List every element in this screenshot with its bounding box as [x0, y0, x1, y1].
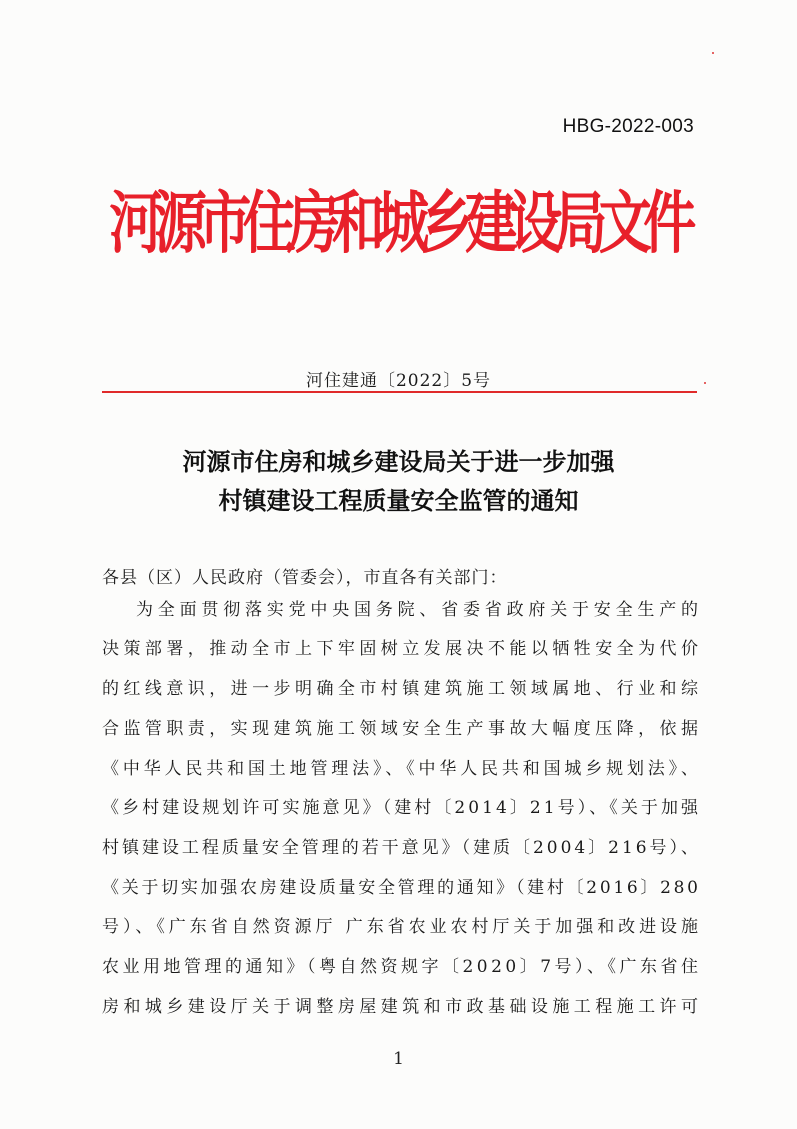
body-line-6: 《乡村建设规划许可实施意见》（建村〔2014〕21号）、《关于加强: [102, 798, 702, 818]
notice-title: [0, 443, 797, 521]
issuer-heading: 河源市住房和城乡建设局文件: [109, 183, 688, 263]
document-code: HBG-2022-003: [562, 116, 694, 137]
body-line-11: 房和城乡建设厅关于调整房屋建筑和市政基础设施工程施工许可: [102, 997, 703, 1017]
scan-speck: [712, 52, 714, 54]
notice-title-line-2: 村镇建设工程质量安全监管的通知: [218, 487, 579, 515]
red-divider-line: [102, 391, 697, 393]
body-line-7: 村镇建设工程质量安全管理的若干意见》（建质〔2004〕216号）、: [102, 838, 701, 858]
body-line-9: 号）、《广东省自然资源厅 广东省农业农村厅关于加强和改进设施: [102, 917, 702, 937]
body-line-3: 的红线意识，进一步明确全市村镇建筑施工领域属地、行业和综: [102, 679, 703, 699]
body-line-2: 决策部署，推动全市上下牢固树立发展决不能以牺牲安全为代价: [102, 639, 703, 659]
document-number: 河住建通〔2022〕5号: [305, 371, 492, 391]
notice-title-line-1: 河源市住房和城乡建设局关于进一步加强: [182, 448, 615, 476]
salutation: 各县（区）人民政府（管委会），市直各有关部门：: [102, 568, 508, 588]
page-number: 1: [393, 1049, 404, 1069]
body-line-10: 农业用地管理的通知》（粤自然资规字〔2020〕7号）、《广东省住: [102, 957, 702, 977]
body-line-5: 《中华人民共和国土地管理法》、《中华人民共和国城乡规划法》、: [102, 759, 702, 779]
body-line-1: 为全面贯彻落实党中央国务院、省委省政府关于安全生产的: [136, 600, 703, 620]
body-line-8: 《关于切实加强农房建设质量安全管理的通知》（建村〔2016〕280: [102, 878, 701, 898]
body-line-4: 合监管职责，实现建筑施工领域安全生产事故大幅度压降，依据: [102, 719, 703, 739]
scan-speck: [704, 382, 706, 384]
